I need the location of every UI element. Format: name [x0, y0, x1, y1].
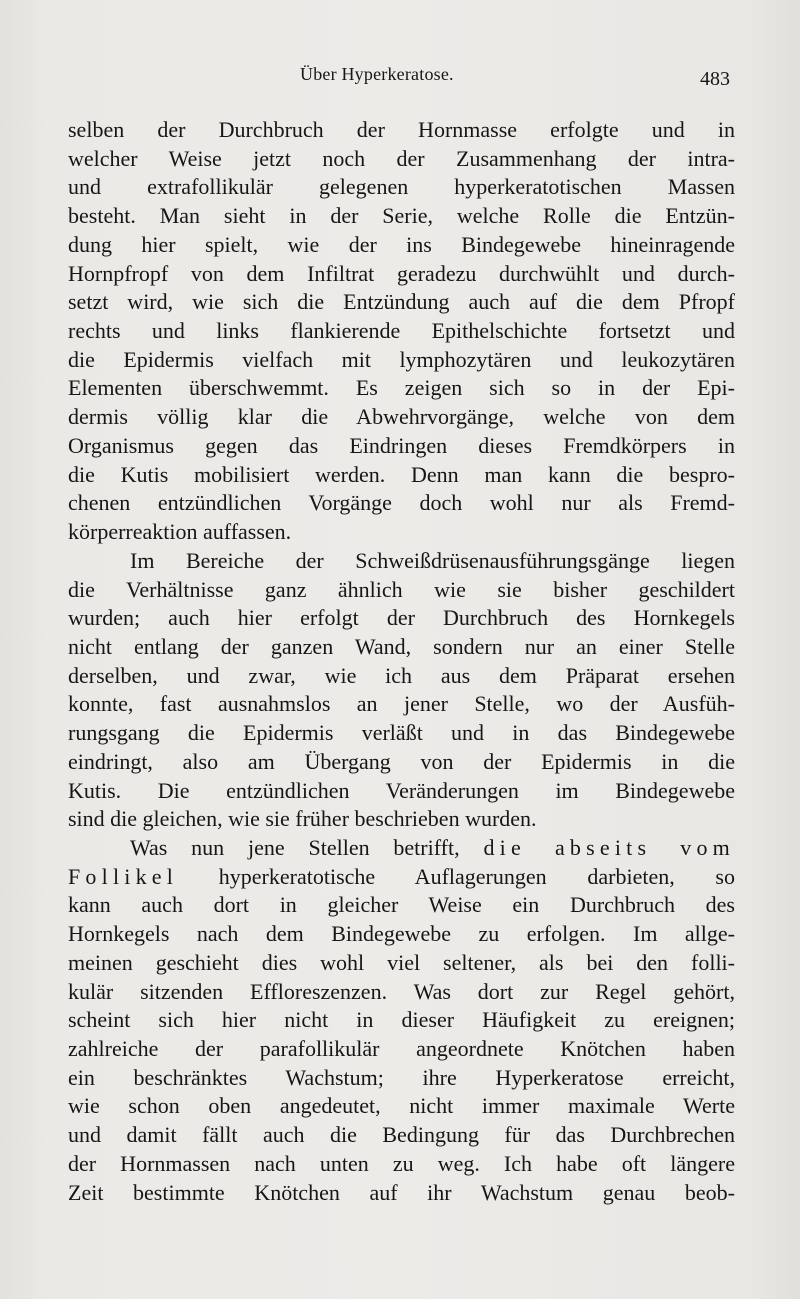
text-line: kulär sitzenden Effloreszenzen. Was dort zur Regel gehört,	[68, 978, 735, 1004]
text-line: meinen geschieht dies wohl viel seltener, als bei den folli-	[68, 949, 735, 975]
text-line: chenen entzündlichen Vorgänge doch wohl nur als Fremd-	[68, 490, 735, 516]
text-line: wie schon oben angedeutet, nicht immer maximale Werte	[68, 1093, 735, 1119]
text-line: nicht entlang der ganzen Wand, sondern nur an einer Stelle	[68, 633, 735, 659]
text-line: Organismus gegen das Eindringen dieses Fremdkörpers in	[68, 432, 735, 458]
text-line: scheint sich hier nicht in dieser Häufigkeit zu ereignen;	[68, 1007, 735, 1033]
text-line: Elementen überschwemmt. Es zeigen sich so in der Epi-	[68, 375, 735, 401]
spaced-emphasis-text: Follikel	[68, 863, 179, 889]
text-line: die Kutis mobilisiert werden. Denn man kann die bespro-	[68, 461, 735, 487]
text-line: und extrafollikulär gelegenen hyperkeratotischen Massen	[68, 174, 735, 200]
spaced-emphasis-text: die abseits vom	[483, 834, 735, 860]
text-line: eindringt, also am Übergang von der Epidermis in die	[68, 748, 735, 774]
text-line: zahlreiche der parafollikulär angeordnete Knötchen haben	[68, 1036, 735, 1061]
text-line: derselben, und zwar, wie ich aus dem Präparat ersehen	[68, 662, 735, 688]
text-line	[68, 834, 735, 863]
text-line: wurden; auch hier erfolgt der Durchbruch des Hornkegels	[68, 605, 735, 631]
text-line: sind die gleichen, wie sie früher beschrieben wurden.	[68, 806, 537, 832]
text-line: die Epidermis vielfach mit lymphozytären und leukozytären	[68, 346, 735, 372]
text-segment: Was nun jene Stellen betrifft,	[130, 834, 484, 860]
text-line: kann auch dort in gleicher Weise ein Durchbruch des	[68, 892, 735, 918]
text-line: Zeit bestimmte Knötchen auf ihr Wachstum genau beob-	[68, 1179, 735, 1205]
text-line: selben der Durchbruch der Hornmasse erfolgte und in	[68, 117, 735, 142]
text-line: ein beschränktes Wachstum; ihre Hyperkeratose erreicht,	[68, 1064, 735, 1090]
page-header	[0, 64, 800, 92]
text-line: rechts und links flankierende Epithelschichte fortsetzt und	[68, 318, 735, 344]
text-line: Kutis. Die entzündlichen Veränderungen im Bindegewebe	[68, 777, 735, 803]
text-line: setzt wird, wie sich die Entzündung auch auf die dem Pfropf	[68, 289, 735, 315]
text-segment: hyperkeratotische Auflagerungen darbieten, so	[178, 863, 735, 889]
text-line: welcher Weise jetzt noch der Zusammenhang der intra-	[68, 145, 735, 171]
text-line: die Verhältnisse ganz ähnlich wie sie bisher geschildert	[68, 576, 735, 602]
page-number: 483	[700, 68, 730, 90]
text-line: dermis völlig klar die Abwehrvorgänge, welche von dem	[68, 404, 735, 430]
text-line: körperreaktion auffassen.	[68, 519, 292, 545]
text-line: der Hornmassen nach unten zu weg. Ich habe oft längere	[68, 1150, 735, 1176]
body-text	[68, 116, 735, 1207]
text-line	[68, 863, 735, 892]
text-line: rungsgang die Epidermis verläßt und in das Bindegewebe	[68, 720, 735, 746]
text-line: konnte, fast ausnahmslos an jener Stelle, wo der Ausfüh-	[68, 691, 735, 717]
text-line: und damit fällt auch die Bedingung für das Durchbrechen	[68, 1122, 735, 1148]
text-line: Hornpfropf von dem Infiltrat geradezu durchwühlt und durch-	[68, 260, 735, 286]
text-line: Hornkegels nach dem Bindegewebe zu erfolgen. Im allge-	[68, 921, 735, 947]
text-line: besteht. Man sieht in der Serie, welche Rolle die Entzün-	[68, 203, 735, 229]
text-line: dung hier spielt, wie der ins Bindegewebe hineinragende	[68, 231, 735, 257]
running-title: Über Hyperkeratose.	[300, 64, 454, 84]
text-line: Im Bereiche der Schweißdrüsenausführungsgänge liegen	[130, 547, 735, 573]
